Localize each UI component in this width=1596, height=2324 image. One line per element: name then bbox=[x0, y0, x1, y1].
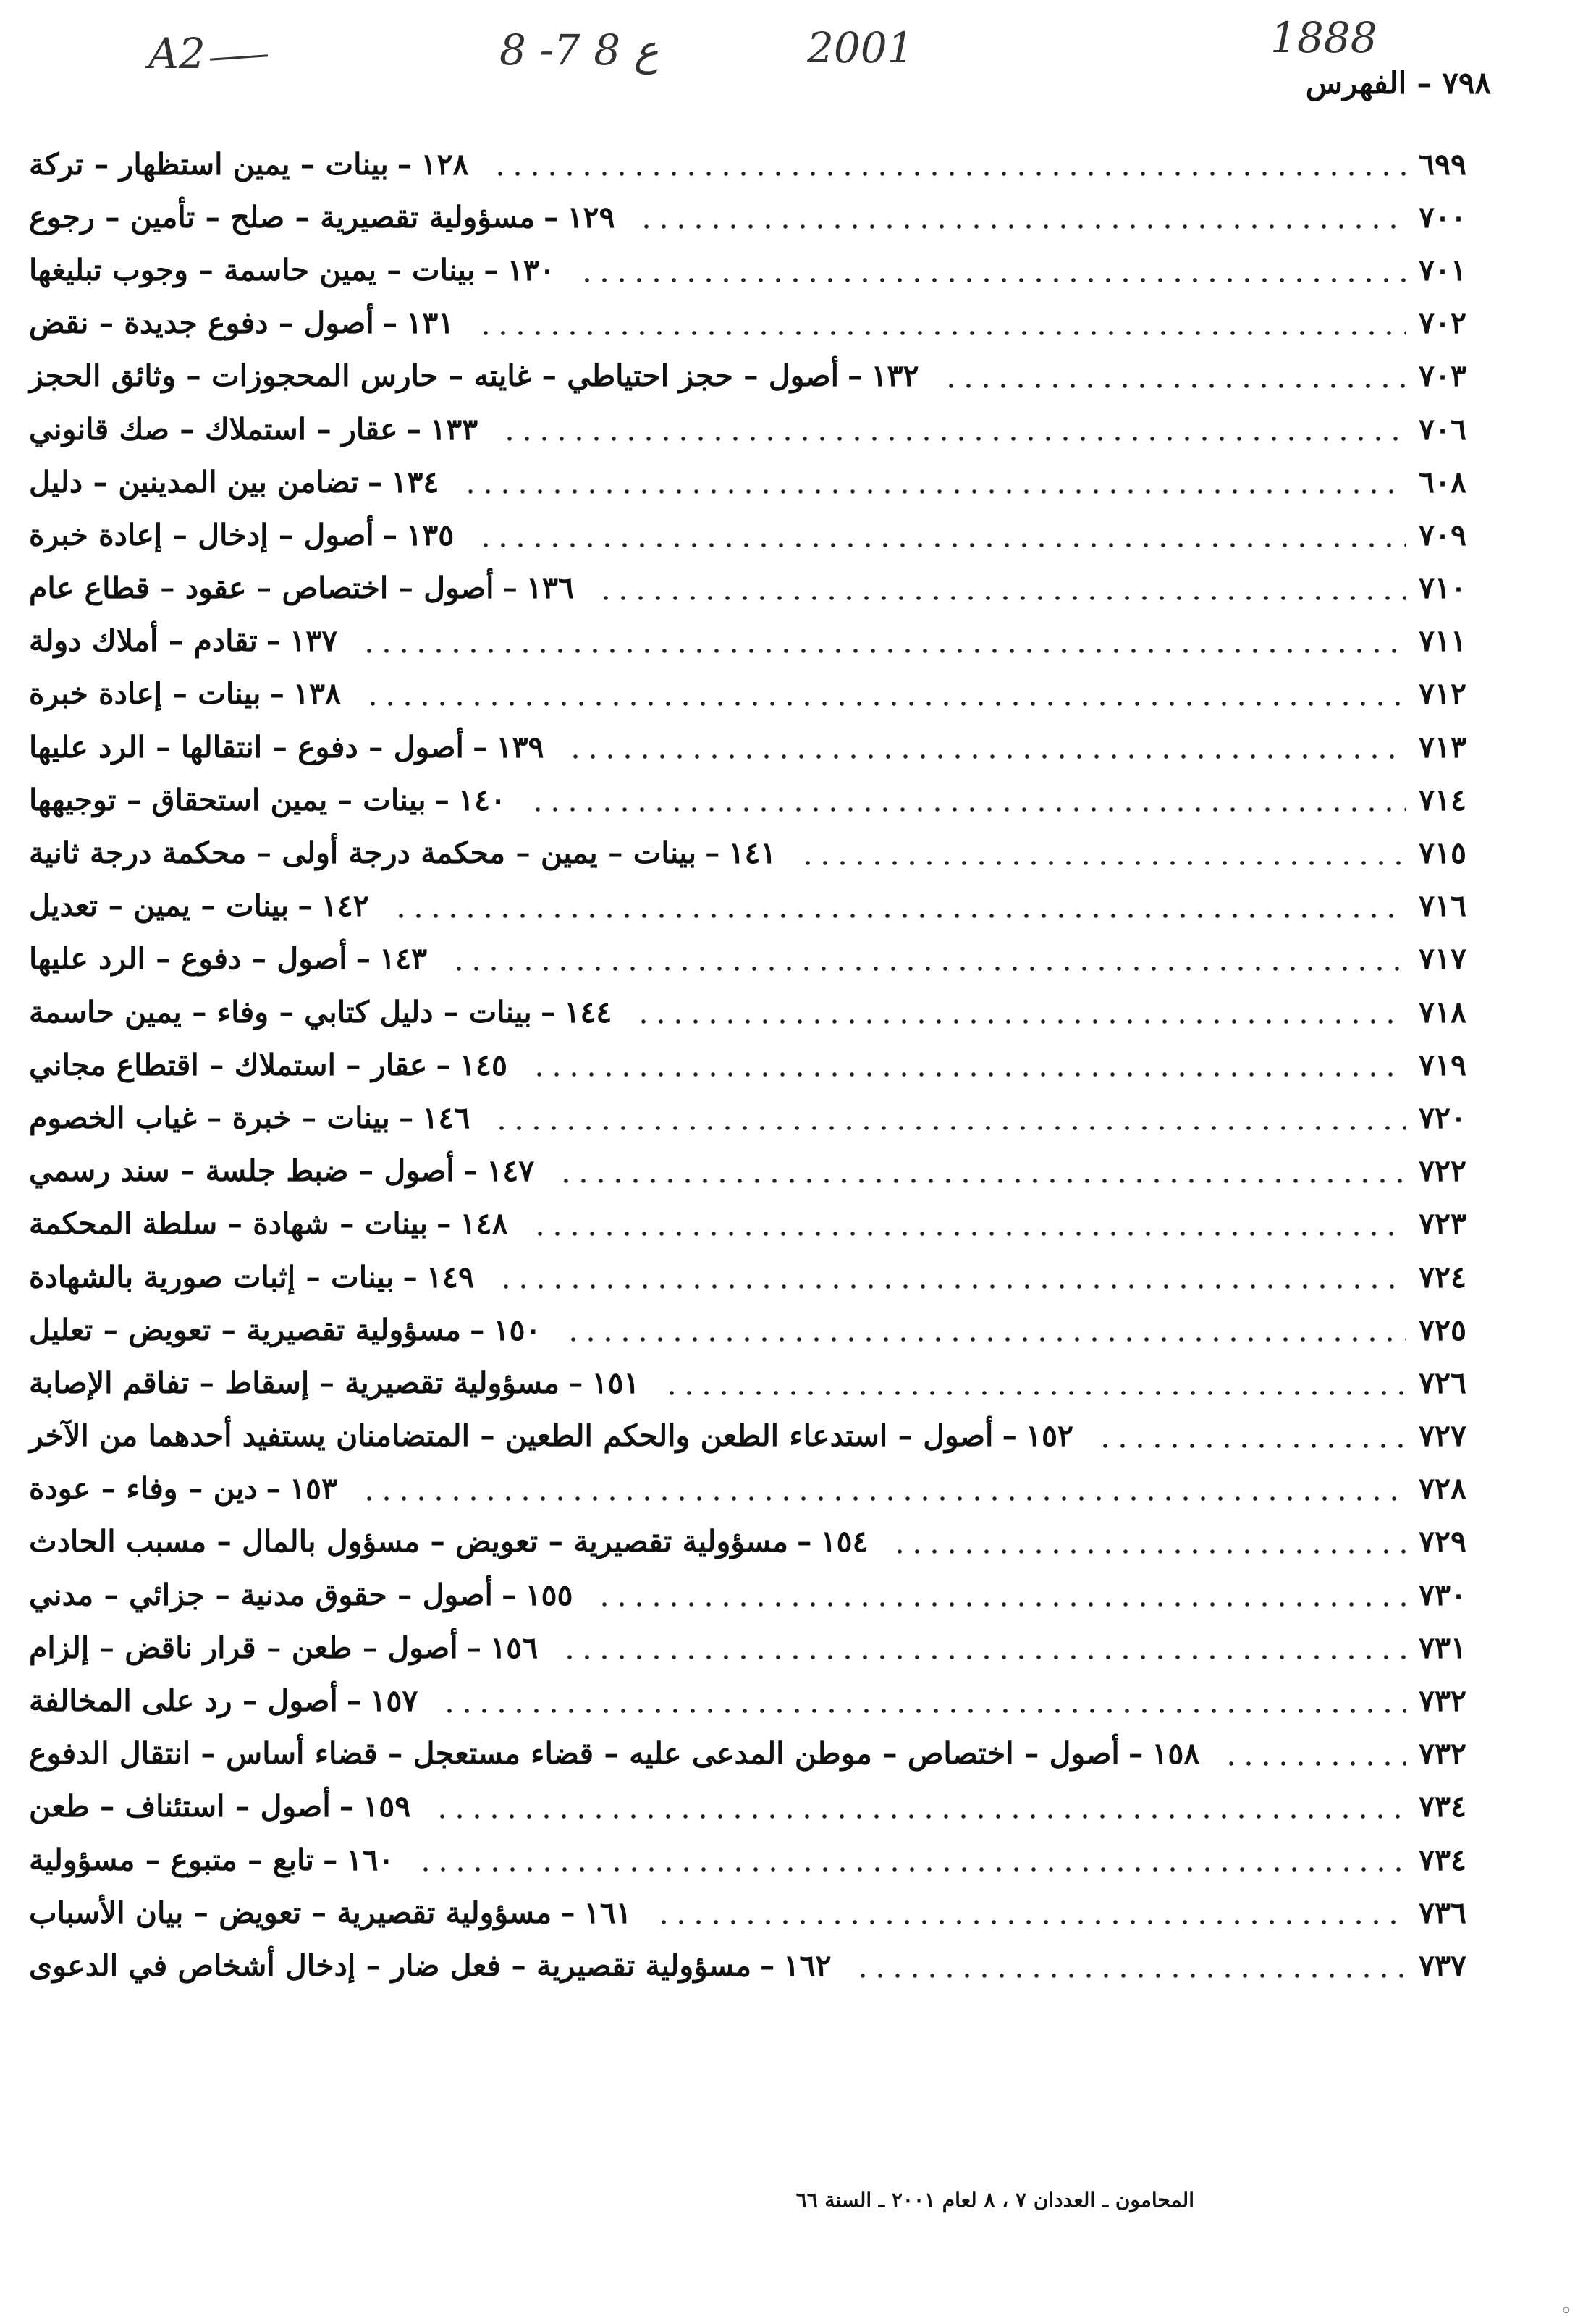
toc-entry-label bbox=[29, 1206, 518, 1241]
toc-entry-text: مسؤولية تقصيرية – تعويض – مسؤول بالمال – مسبب الحادث bbox=[29, 1524, 788, 1559]
toc-entry-label bbox=[29, 1630, 548, 1665]
toc-entry bbox=[29, 403, 1498, 455]
toc-leader-dots bbox=[360, 1495, 1406, 1502]
toc-entry-page: ٦٠٨ bbox=[1419, 464, 1467, 500]
toc-entry bbox=[29, 615, 1498, 668]
toc-entry-dash: – bbox=[796, 1524, 812, 1559]
toc-entry-number: ١٤١ bbox=[728, 835, 777, 871]
toc-entry-number: ١٥٠ bbox=[493, 1312, 541, 1347]
toc-entry-number: ١٤٣ bbox=[379, 941, 428, 977]
toc-entry-text: بينات – خبرة – غياب الخصوم bbox=[29, 1100, 390, 1135]
toc-entry-dash: – bbox=[436, 1206, 452, 1242]
toc-entry-number: ١٥٨ bbox=[1152, 1736, 1200, 1772]
toc-entry-page: ٧٢٥ bbox=[1419, 1312, 1467, 1347]
toc-entry-text: بينات – يمين – تعديل bbox=[29, 888, 290, 924]
toc-entry-text: أصول – رد على المخالفة bbox=[29, 1683, 338, 1719]
toc-entry-text: أصول – دفوع جديدة – نقض bbox=[29, 306, 374, 341]
toc-entry bbox=[29, 190, 1498, 243]
toc-entry-dash: – bbox=[398, 1100, 414, 1135]
toc-entry bbox=[29, 773, 1498, 826]
toc-entry-text: تضامن بين المدينين – دليل bbox=[29, 464, 359, 500]
toc-entry bbox=[29, 350, 1498, 403]
toc-entry-page: ٧٣٢ bbox=[1419, 1683, 1467, 1719]
toc-entry-dash: – bbox=[355, 941, 371, 977]
toc-entry bbox=[29, 1197, 1498, 1250]
toc-leader-dots bbox=[638, 223, 1406, 230]
toc-entry-label bbox=[29, 1683, 428, 1718]
toc-entry-text: أصول – حجز احتياطي – غايته – حارس المحجوزات – وثائق الحجز bbox=[29, 358, 840, 394]
toc-leader-dots bbox=[441, 1707, 1406, 1714]
toc-entry-dash: – bbox=[322, 1842, 338, 1877]
toc-entry-page: ٧١٢ bbox=[1419, 676, 1467, 712]
toc-entry-number: ١٥٩ bbox=[363, 1789, 411, 1824]
toc-entry-dash: – bbox=[472, 729, 488, 765]
toc-leader-dots bbox=[450, 965, 1406, 972]
toc-entry-label bbox=[29, 730, 554, 765]
toc-leader-dots bbox=[578, 277, 1406, 284]
toc-entry-dash: – bbox=[501, 1577, 517, 1612]
toc-entry-number: ١٣٩ bbox=[496, 729, 544, 765]
toc-entry-number: ١٢٨ bbox=[421, 146, 469, 182]
toc-leader-dots bbox=[531, 1230, 1406, 1237]
toc-entry bbox=[29, 1621, 1498, 1674]
toc-leader-dots bbox=[364, 700, 1406, 707]
toc-entry-number: ١٤٨ bbox=[460, 1206, 508, 1242]
toc-entry-text: مسؤولية تقصيرية – تعويض – بيان الأسباب bbox=[29, 1895, 552, 1930]
toc-entry-number: ١٦٢ bbox=[783, 1948, 832, 1983]
toc-leader-dots bbox=[477, 329, 1406, 337]
handwritten-note-year: 2001 bbox=[807, 23, 914, 72]
toc-leader-dots bbox=[477, 542, 1406, 549]
toc-entry bbox=[29, 508, 1498, 561]
table-of-contents bbox=[29, 138, 1498, 1992]
toc-entry-page: ٧٠٢ bbox=[1419, 306, 1467, 341]
toc-entry-text: أصول – دفوع – الرد عليها bbox=[29, 941, 347, 977]
page-footer: المحامون ـ العددان ٧ ، ٨ لعام ٢٠٠١ ـ السنة ٦٦ bbox=[795, 2188, 1194, 2212]
toc-entry-number: ١٣٠ bbox=[507, 252, 555, 287]
toc-entry-number: ١٥٥ bbox=[525, 1577, 573, 1612]
toc-leader-dots bbox=[392, 912, 1406, 919]
toc-entry bbox=[29, 826, 1498, 879]
toc-entry-number: ١٥١ bbox=[591, 1365, 640, 1400]
toc-entry bbox=[29, 1780, 1498, 1833]
toc-entry-label bbox=[29, 571, 584, 605]
toc-entry bbox=[29, 243, 1498, 296]
toc-entry-text: أصول – طعن – قرار ناقض – إلزام bbox=[29, 1630, 458, 1665]
toc-entry-page: ٧٣٤ bbox=[1419, 1789, 1467, 1824]
toc-entry-number: ١٥٦ bbox=[490, 1630, 539, 1665]
toc-entry-text: بينات – شهادة – سلطة المحكمة bbox=[29, 1206, 428, 1242]
toc-entry bbox=[29, 985, 1498, 1038]
toc-entry-label bbox=[29, 1418, 1084, 1453]
toc-entry-page: ٧٣٦ bbox=[1419, 1895, 1467, 1930]
toc-entry-text: أصول – ضبط جلسة – سند رسمي bbox=[29, 1153, 455, 1189]
toc-leader-dots bbox=[557, 1177, 1406, 1184]
toc-entry bbox=[29, 297, 1498, 350]
toc-entry bbox=[29, 1886, 1498, 1939]
toc-entry-label bbox=[29, 465, 449, 500]
toc-entry-page: ٧٣٢ bbox=[1419, 1736, 1467, 1772]
toc-entry-dash: – bbox=[436, 1047, 451, 1082]
toc-entry-label bbox=[29, 623, 347, 658]
toc-entry-text: بينات – يمين استظهار – تركة bbox=[29, 146, 389, 182]
handwritten-note-issue: 8 -7 ع 8 bbox=[499, 25, 659, 75]
toc-entry-label bbox=[29, 995, 622, 1030]
toc-leader-dots bbox=[417, 1866, 1406, 1873]
toc-leader-dots bbox=[565, 1336, 1406, 1343]
toc-entry bbox=[29, 1939, 1498, 1992]
toc-leader-dots bbox=[854, 1972, 1406, 1979]
toc-entry bbox=[29, 1515, 1498, 1568]
toc-entry-dash: – bbox=[848, 358, 863, 394]
toc-entry-dash: – bbox=[1002, 1418, 1017, 1454]
toc-entry-dash: – bbox=[466, 1630, 482, 1665]
toc-entry-page: ٧١٦ bbox=[1419, 888, 1467, 924]
toc-entry-text: أصول – اختصاص – موطن المدعى عليه – قضاء مستعجل – قضاء أساس – انتقال الدفوع bbox=[29, 1736, 1120, 1772]
toc-entry-dash: – bbox=[382, 517, 398, 552]
toc-entry-label bbox=[29, 1048, 518, 1082]
toc-entry-dash: – bbox=[560, 1895, 575, 1930]
toc-entry-dash: – bbox=[543, 199, 559, 235]
toc-entry-page: ٧١٧ bbox=[1419, 941, 1467, 977]
toc-entry-dash: – bbox=[502, 571, 518, 606]
toc-entry-dash: – bbox=[434, 782, 450, 817]
toc-entry-number: ١٤٢ bbox=[321, 888, 369, 924]
toc-leader-dots bbox=[799, 859, 1406, 867]
toc-entry-page: ٧٠٣ bbox=[1419, 358, 1467, 394]
toc-entry-label bbox=[29, 1153, 544, 1188]
toc-entry bbox=[29, 1038, 1498, 1091]
header-separator: – bbox=[1416, 65, 1432, 101]
corner-mark-icon: ◦ bbox=[1560, 2299, 1573, 2324]
toc-leader-dots bbox=[434, 1813, 1406, 1820]
toc-entry-label bbox=[29, 1313, 552, 1347]
toc-entry-page: ٧١٩ bbox=[1419, 1047, 1467, 1082]
toc-entry bbox=[29, 1568, 1498, 1621]
toc-entry-page: ٦٩٩ bbox=[1419, 146, 1467, 182]
page-header bbox=[1306, 65, 1491, 101]
toc-entry-dash: – bbox=[266, 623, 282, 659]
toc-entry-label bbox=[29, 147, 478, 182]
toc-entry-page: ٧٢٨ bbox=[1419, 1471, 1467, 1507]
toc-entry-number: ١٣٢ bbox=[871, 358, 919, 394]
toc-entry-number: ١٣٦ bbox=[526, 571, 575, 606]
toc-entry-number: ١٤٧ bbox=[486, 1153, 535, 1189]
toc-entry-page: ٧٣٧ bbox=[1419, 1948, 1467, 1983]
toc-entry-label bbox=[29, 835, 786, 870]
toc-entry-number: ١٣٤ bbox=[391, 464, 439, 500]
toc-entry-number: ١٥٣ bbox=[290, 1471, 338, 1507]
toc-entry-page: ٧٢٧ bbox=[1419, 1418, 1467, 1454]
toc-entry-number: ١٤٤ bbox=[564, 994, 612, 1030]
toc-entry-dash: – bbox=[402, 1259, 418, 1294]
toc-entry-page: ٧٠٦ bbox=[1419, 411, 1467, 447]
toc-entry-text: بينات – يمين استحقاق – توجيهها bbox=[29, 782, 426, 817]
toc-entry-text: عقار – استملاك – اقتطاع مجاني bbox=[29, 1047, 428, 1082]
toc-entry-number: ١٣٧ bbox=[290, 623, 338, 659]
toc-entry-page: ٧٠٠ bbox=[1419, 199, 1467, 235]
toc-entry-number: ١٤٦ bbox=[422, 1100, 470, 1135]
toc-entry-number: ١٦١ bbox=[583, 1895, 632, 1930]
toc-entry-number: ١٥٧ bbox=[370, 1683, 418, 1719]
toc-entry-page: ٧٣٤ bbox=[1419, 1842, 1467, 1877]
toc-entry-page: ٧١٥ bbox=[1419, 835, 1467, 871]
toc-entry-text: بينات – إعادة خبرة bbox=[29, 676, 261, 712]
toc-entry-text: بينات – يمين حاسمة – وجوب تبليغها bbox=[29, 252, 476, 287]
toc-leader-dots bbox=[360, 647, 1406, 654]
toc-leader-dots bbox=[597, 594, 1406, 602]
toc-entry-number: ١٦٠ bbox=[346, 1842, 394, 1877]
toc-entry-page: ٧٠١ bbox=[1419, 252, 1467, 287]
toc-entry-dash: – bbox=[704, 835, 720, 871]
toc-entry-number: ١٢٩ bbox=[567, 199, 615, 235]
toc-entry-dash: – bbox=[382, 306, 398, 341]
toc-entry-text: تابع – متبوع – مسؤولية bbox=[29, 1842, 314, 1877]
toc-entry-dash: – bbox=[568, 1365, 583, 1400]
toc-entry-text: أصول – استدعاء الطعن والحكم الطعين – المتضامنان يستفيد أحدهما من الآخر bbox=[29, 1418, 994, 1454]
toc-leader-dots bbox=[596, 1601, 1406, 1608]
toc-entry-dash: – bbox=[269, 676, 284, 712]
toc-entry bbox=[29, 1091, 1498, 1144]
toc-entry-text: أصول – إدخال – إعادة خبرة bbox=[29, 517, 374, 552]
toc-entry-label bbox=[29, 1895, 642, 1930]
toc-leader-dots bbox=[891, 1548, 1406, 1555]
toc-entry-text: مسؤولية تقصيرية – تعويض – تعليل bbox=[29, 1312, 462, 1347]
toc-entry bbox=[29, 455, 1498, 508]
toc-entry-number: ١٣٥ bbox=[406, 517, 455, 552]
toc-entry bbox=[29, 668, 1498, 720]
toc-leader-dots bbox=[531, 1071, 1406, 1078]
toc-entry-number: ١٥٢ bbox=[1025, 1418, 1074, 1454]
header-page-number: ٧٩٨ bbox=[1442, 65, 1491, 101]
toc-entry-dash: – bbox=[346, 1683, 362, 1719]
toc-entry-text: مسؤولية تقصيرية – إسقاط – تفاقم الإصابة bbox=[29, 1365, 560, 1400]
toc-entry-label bbox=[29, 1524, 878, 1559]
toc-entry-page: ٧٢٢ bbox=[1419, 1153, 1467, 1189]
toc-entry-page: ٧١٠ bbox=[1419, 571, 1467, 606]
handwritten-note-a2: A2 bbox=[148, 29, 206, 78]
toc-leader-dots bbox=[1097, 1442, 1406, 1449]
toc-entry-page: ٧٠٩ bbox=[1419, 517, 1467, 552]
toc-entry-dash: – bbox=[297, 888, 313, 924]
toc-entry-text: أصول – اختصاص – عقود – قطاع عام bbox=[29, 571, 494, 606]
toc-entry-label bbox=[29, 1789, 421, 1824]
toc-entry-label bbox=[29, 941, 437, 976]
toc-entry bbox=[29, 1356, 1498, 1409]
toc-entry-label bbox=[29, 253, 565, 287]
toc-entry-text: تقادم – أملاك دولة bbox=[29, 623, 258, 659]
toc-entry-dash: – bbox=[463, 1153, 478, 1189]
toc-entry-dash: – bbox=[397, 146, 413, 182]
toc-entry-number: ١٣١ bbox=[406, 306, 455, 341]
handwritten-stroke bbox=[210, 54, 268, 61]
toc-entry-dash: – bbox=[540, 994, 556, 1030]
toc-entry-text: مسؤولية تقصيرية – صلح – تأمين – رجوع bbox=[29, 199, 535, 235]
toc-leader-dots bbox=[1223, 1760, 1406, 1767]
toc-entry-label bbox=[29, 1100, 480, 1135]
toc-entry-label bbox=[29, 888, 379, 923]
toc-entry-dash: – bbox=[339, 1789, 355, 1824]
toc-entry-dash: – bbox=[484, 252, 499, 287]
toc-leader-dots bbox=[561, 1654, 1406, 1661]
toc-entry bbox=[29, 1833, 1498, 1886]
toc-entry-label bbox=[29, 306, 464, 340]
toc-entry-label bbox=[29, 676, 351, 711]
toc-entry-text: أصول – حقوق مدنية – جزائي – مدني bbox=[29, 1577, 493, 1612]
toc-entry bbox=[29, 1250, 1498, 1303]
toc-leader-dots bbox=[635, 1018, 1406, 1025]
toc-leader-dots bbox=[497, 1283, 1406, 1290]
toc-entry-dash: – bbox=[367, 464, 383, 500]
toc-leader-dots bbox=[529, 806, 1406, 813]
toc-entry-text: أصول – استئناف – طعن bbox=[29, 1789, 331, 1824]
toc-leader-dots bbox=[491, 170, 1406, 177]
toc-entry-text: عقار – استملاك – صك قانوني bbox=[29, 411, 398, 447]
toc-entry-label bbox=[29, 1948, 841, 1983]
toc-entry-text: مسؤولية تقصيرية – فعل ضار – إدخال أشخاص في الدعوى bbox=[29, 1948, 751, 1983]
handwritten-note-number: 1888 bbox=[1270, 13, 1377, 62]
toc-leader-dots bbox=[655, 1919, 1406, 1926]
toc-entry-number: ١٤٩ bbox=[426, 1259, 474, 1294]
toc-entry-dash: – bbox=[266, 1471, 282, 1507]
toc-entry-page: ٧٢٩ bbox=[1419, 1524, 1467, 1559]
toc-entry-label bbox=[29, 412, 488, 447]
toc-entry-page: ٧١٨ bbox=[1419, 994, 1467, 1030]
toc-entry-number: ١٣٨ bbox=[292, 676, 342, 712]
toc-entry-label bbox=[29, 1736, 1209, 1771]
toc-leader-dots bbox=[567, 753, 1406, 760]
toc-entry-label bbox=[29, 358, 929, 393]
toc-entry-label bbox=[29, 1578, 583, 1612]
toc-entry bbox=[29, 1727, 1498, 1780]
toc-entry-label bbox=[29, 1843, 404, 1877]
toc-entry-text: دين – وفاء – عودة bbox=[29, 1471, 258, 1507]
toc-entry bbox=[29, 138, 1498, 190]
toc-entry-page: ٧٢٤ bbox=[1419, 1259, 1467, 1294]
toc-entry bbox=[29, 1145, 1498, 1197]
toc-entry-text: بينات – إثبات صورية بالشهادة bbox=[29, 1259, 394, 1294]
toc-entry-page: ٧١١ bbox=[1419, 623, 1467, 659]
toc-entry-text: بينات – دليل كتابي – وفاء – يمين حاسمة bbox=[29, 994, 532, 1030]
toc-entry-number: ١٣٣ bbox=[430, 411, 478, 447]
toc-entry bbox=[29, 1462, 1498, 1515]
toc-entry-dash: – bbox=[406, 411, 422, 447]
toc-entry-dash: – bbox=[759, 1948, 775, 1983]
toc-entry-page: ٧٢٠ bbox=[1419, 1100, 1467, 1135]
toc-entry bbox=[29, 932, 1498, 985]
toc-entry bbox=[29, 1674, 1498, 1727]
toc-entry bbox=[29, 720, 1498, 773]
toc-leader-dots bbox=[462, 488, 1406, 495]
toc-entry-label bbox=[29, 1260, 484, 1294]
toc-entry-number: ١٥٤ bbox=[820, 1524, 869, 1559]
toc-entry-page: ٧١٤ bbox=[1419, 782, 1467, 817]
toc-entry-page: ٧٢٣ bbox=[1419, 1206, 1467, 1242]
toc-entry bbox=[29, 1410, 1498, 1462]
toc-entry-number: ١٤٠ bbox=[458, 782, 507, 817]
toc-leader-dots bbox=[493, 1124, 1406, 1132]
toc-entry-number: ١٤٥ bbox=[459, 1047, 507, 1082]
toc-entry-text: بينات – يمين – محكمة درجة أولى – محكمة درجة ثانية bbox=[29, 835, 696, 871]
toc-entry-label bbox=[29, 1471, 347, 1506]
toc-entry-page: ٧٢٦ bbox=[1419, 1365, 1467, 1400]
toc-entry-page: ٧٣١ bbox=[1419, 1630, 1467, 1665]
toc-entry bbox=[29, 880, 1498, 932]
toc-entry-label bbox=[29, 1365, 650, 1400]
toc-entry-label bbox=[29, 200, 625, 235]
toc-entry-text: أصول – دفوع – انتقالها – الرد عليها bbox=[29, 729, 464, 765]
toc-leader-dots bbox=[501, 435, 1406, 442]
toc-entry bbox=[29, 1303, 1498, 1356]
toc-entry-label bbox=[29, 783, 516, 817]
toc-entry-dash: – bbox=[470, 1312, 485, 1347]
header-title: الفهرس bbox=[1305, 65, 1407, 101]
toc-leader-dots bbox=[942, 382, 1406, 390]
toc-entry bbox=[29, 562, 1498, 615]
toc-entry-page: ٧٣٠ bbox=[1419, 1577, 1467, 1612]
toc-entry-page: ٧١٣ bbox=[1419, 729, 1467, 765]
toc-entry-dash: – bbox=[1128, 1736, 1144, 1772]
toc-leader-dots bbox=[663, 1389, 1406, 1397]
toc-entry-label bbox=[29, 518, 464, 552]
